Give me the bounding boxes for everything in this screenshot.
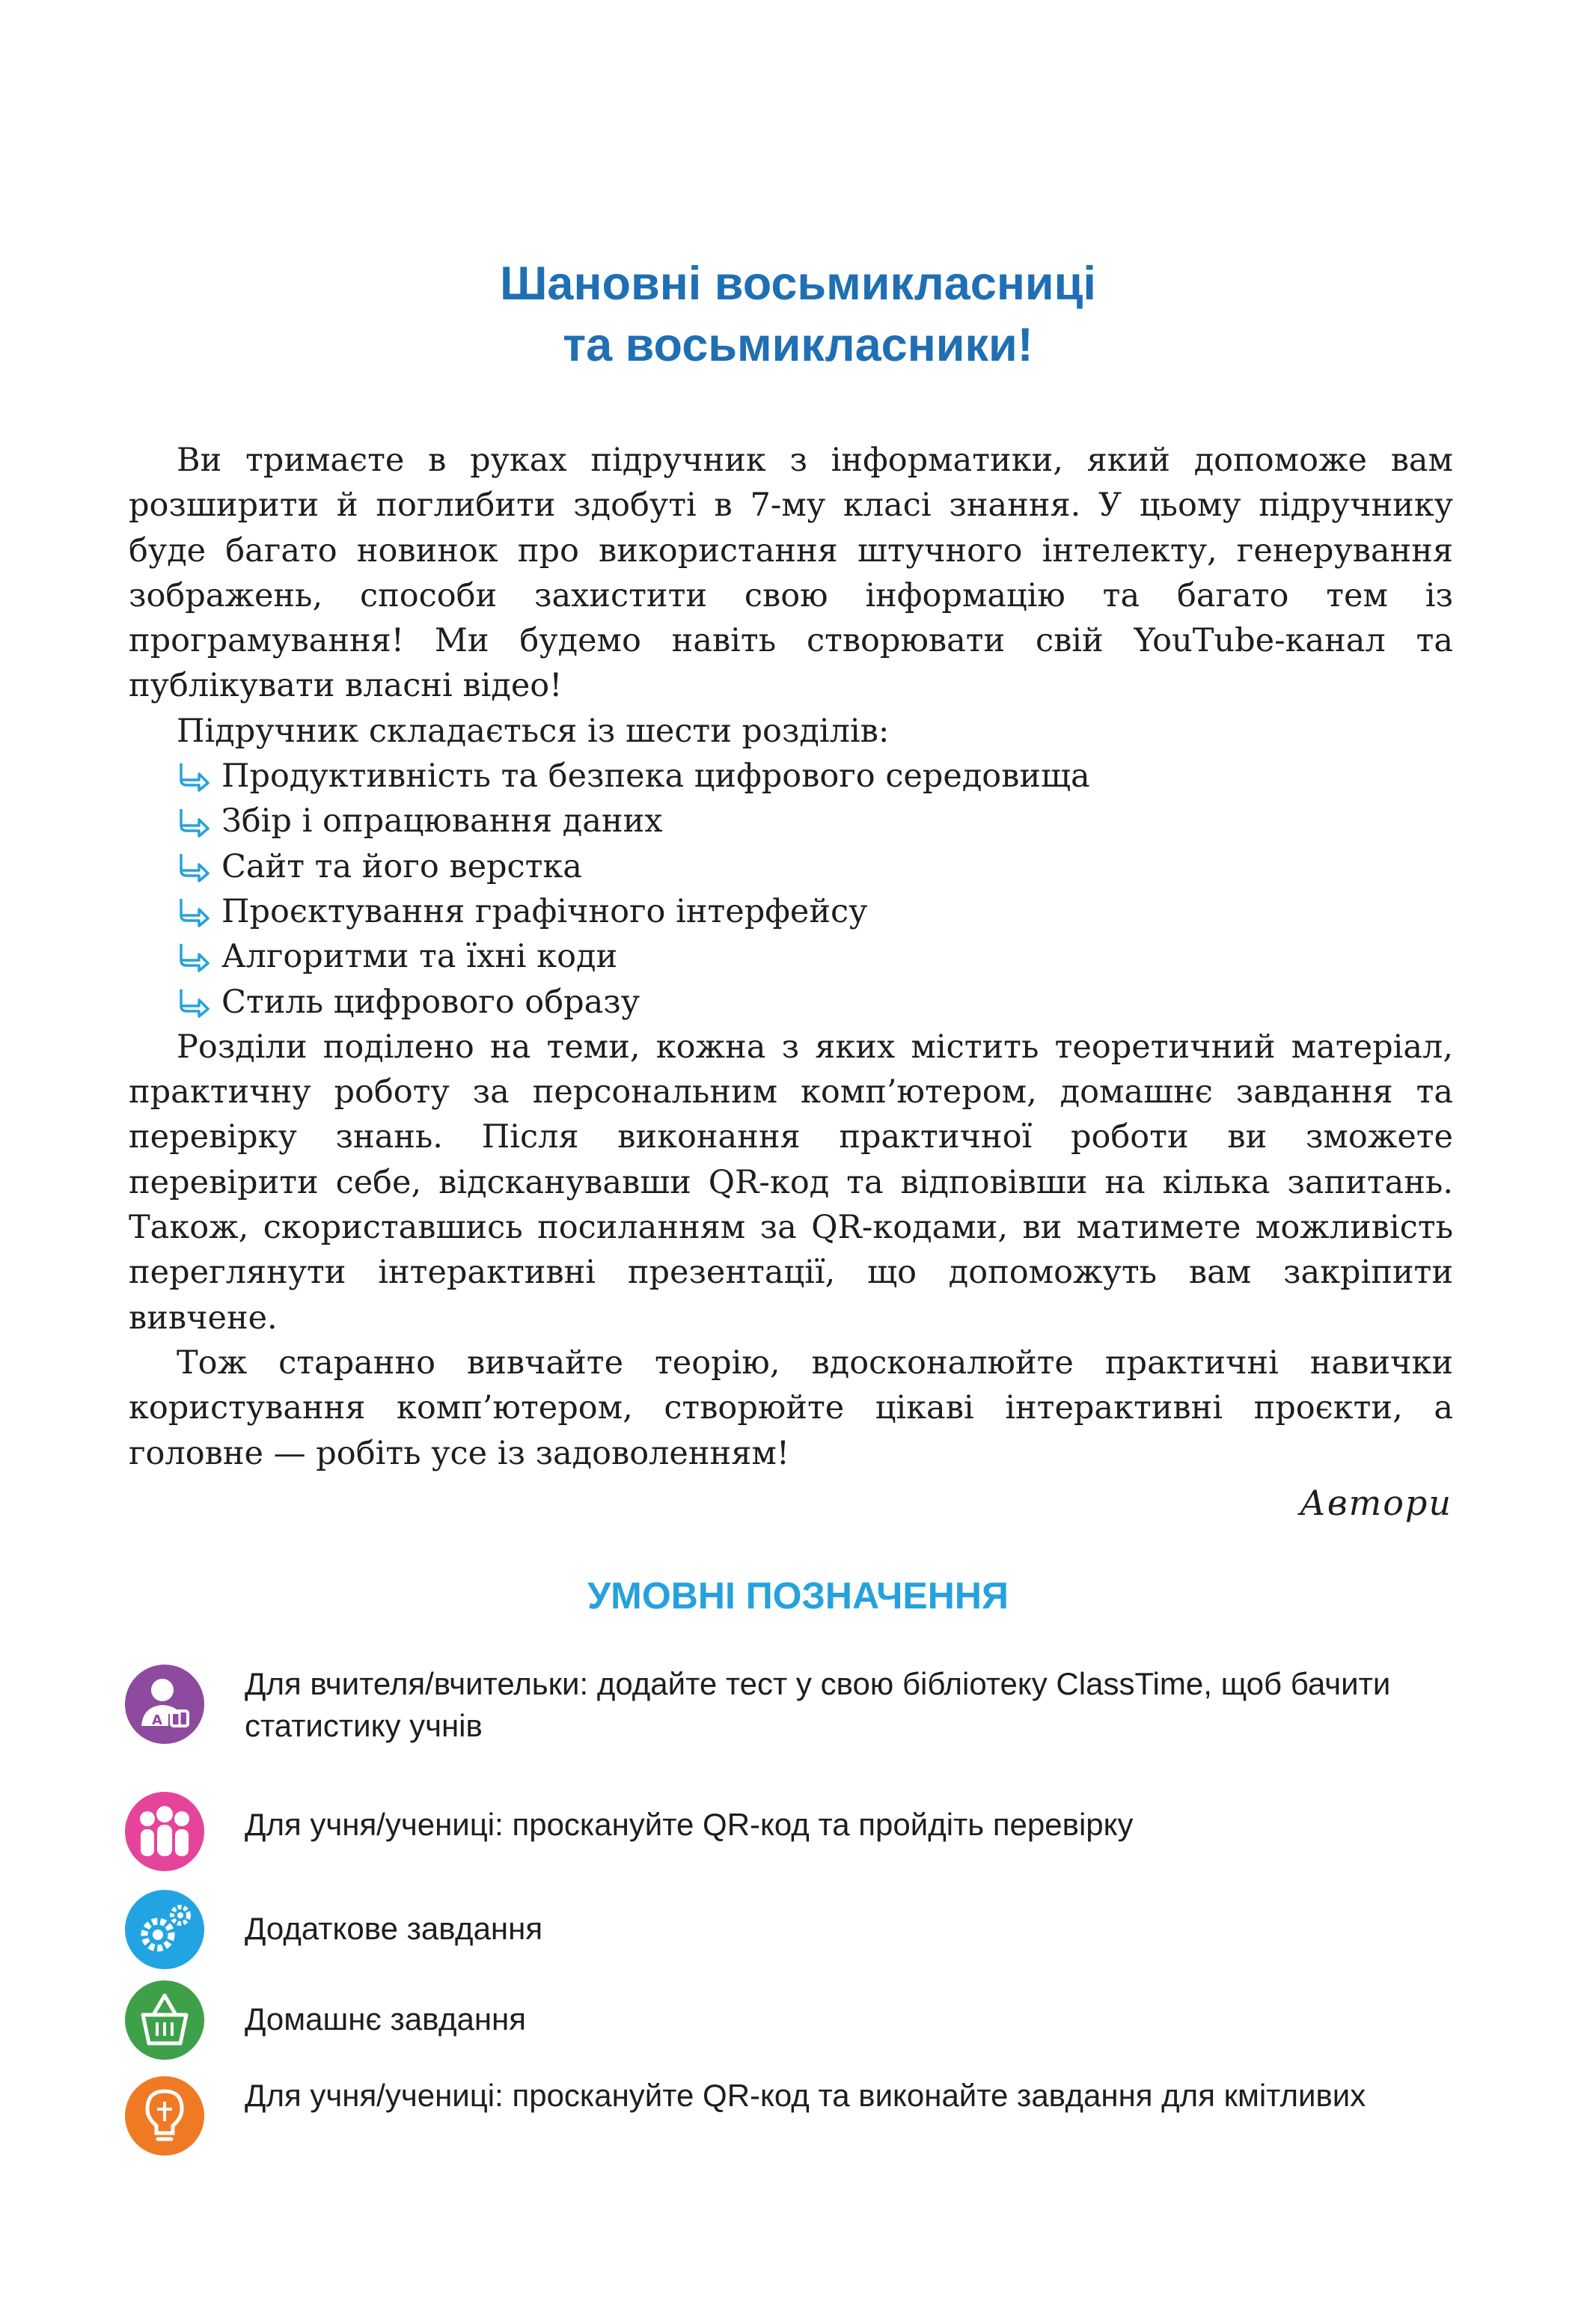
legend-text: Для учня/учениці: проскануйте QR-код та виконайте завдання для кмітливих — [245, 2078, 1366, 2113]
title-line-2: та восьмикласники! — [563, 319, 1033, 371]
sections-intro: Підручник складається із шести розділів: — [177, 712, 890, 750]
title-line-1: Шановні восьмикласниці — [500, 257, 1096, 310]
legend-text: Для вчителя/вчительки: додайте тест у свою бібліотеку ClassTime, щоб бачити статистику учнів — [245, 1666, 1391, 1743]
legend-text: Для учня/учениці: проскануйте QR-код та пройдіть перевірку — [245, 1807, 1134, 1842]
main-text — [129, 438, 1453, 1476]
list-item — [177, 980, 1453, 1025]
arrow-bullet-icon — [177, 760, 213, 792]
arrow-bullet-icon — [177, 941, 213, 972]
section-label: Проєктування графічного інтерфейсу — [221, 892, 868, 930]
arrow-bullet-icon — [177, 851, 213, 882]
lightbulb-icon — [123, 2075, 206, 2157]
list-item — [177, 844, 1453, 889]
legend-text: Домашнє завдання — [245, 2001, 526, 2037]
section-label: Збір і опрацювання даних — [221, 802, 663, 841]
sections-list — [129, 754, 1453, 1025]
arrow-bullet-icon — [177, 806, 213, 838]
basket-icon — [123, 1979, 206, 2061]
legend-text: Додаткове завдання — [245, 1911, 543, 1946]
list-item — [177, 754, 1453, 799]
gears-icon — [123, 1888, 206, 1971]
section-label: Стиль цифрового образу — [221, 983, 640, 1021]
section-label: Продуктивність та безпека цифрового середовища — [221, 757, 1090, 796]
list-item — [177, 934, 1453, 979]
section-label: Алгоритми та їхні коди — [221, 938, 618, 976]
legend-title: УМОВНІ ПОЗНАЧЕННЯ — [587, 1575, 1009, 1617]
list-item — [177, 799, 1453, 844]
structure-paragraph: Розділи поділено на теми, кожна з яких містить теоретичний матеріал, практичну роботу за персональним комп’ютером, домашнє завдання та перевірку знань. Після виконання практичної роботи ви зможете перевірити себе, відсканувавши QR-код та відповівши на кілька запитань. Також, скориставшись посиланням за QR-кодами, ви матимете можливість переглянути інтерактивні презентації, що допоможуть вам закріпити вивчене. — [129, 1028, 1453, 1337]
students-icon — [123, 1790, 206, 1873]
closing-paragraph: Тож старанно вивчайте теорію, вдосконалюйте практичні навички користування комп’ютером, створюйте цікаві інтерактивні проєкти, а головне — робіть усе із задоволенням! — [129, 1343, 1453, 1472]
intro-paragraph: Ви тримаєте в руках підручник з інформатики, який допоможе вам розширити й поглибити здобуті в 7-му класі знання. У цьому підручнику буде багато новинок про використання штучного інтелекту, генерування зображень, способи захистити свою інформацію та багато тем із програмування! Ми будемо навіть створювати свій YouTube-канал та публікувати власні відео! — [129, 442, 1453, 705]
arrow-bullet-icon — [177, 986, 213, 1018]
list-item — [177, 889, 1453, 934]
teacher-icon — [123, 1663, 206, 1745]
svg-text:A: A — [152, 1712, 162, 1728]
arrow-bullet-icon — [177, 896, 213, 927]
page-title — [0, 253, 1596, 376]
section-label: Сайт та його верстка — [221, 847, 582, 885]
author-signature: Автори — [1300, 1483, 1452, 1523]
